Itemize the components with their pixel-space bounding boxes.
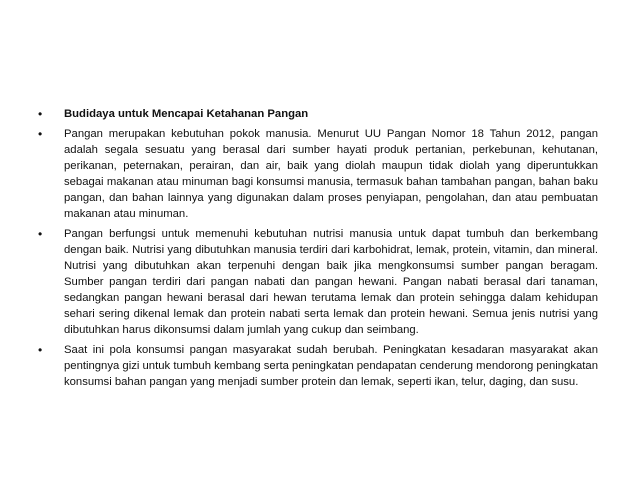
bullet-item-heading bbox=[38, 106, 598, 122]
bullet-consumption-text: Saat ini pola konsumsi pangan masyarakat sudah berubah. Peningkatan kesadaran masyarakat akan pentingnya gizi untuk tumbuh kembang serta peningkatan pendapatan cenderung mendorong peningkatan konsumsi bahan pangan yang menjadi sumber protein dan lemak, seperti ikan, telur, daging, dan susu. bbox=[64, 344, 598, 388]
bullet-dot: • bbox=[38, 343, 43, 357]
bullet-function-text: Pangan berfungsi untuk memenuhi kebutuhan nutrisi manusia untuk dapat tumbuh dan berkembang dengan baik. Nutrisi yang dibutuhkan manusia terdiri dari karbohidrat, lemak, protein, vitamin, dan mineral. Nutrisi yang dibutuhkan akan terpenuhi dengan baik jika mengkonsumsi sumber pangan beragam. Sumber pangan terdiri dari pangan nabati dan pangan hewani. Pangan nabati berasal dari tanaman, sedangkan pangan hewani berasal dari hewan terutama lemak dan protein sehingga dalam kehidupan sehari sering dikenal lemak dan protein nabati serta lemak dan protein hewani. Semua jenis nutrisi yang dibutuhkan harus dikonsumsi dalam jumlah yang cukup dan seimbang. bbox=[64, 228, 598, 336]
bullet-list bbox=[38, 106, 598, 394]
bullet-definition-text: Pangan merupakan kebutuhan pokok manusia. Menurut UU Pangan Nomor 18 Tahun 2012, pangan adalah segala sesuatu yang berasal dari sumber hayati produk pertanian, perkebunan, kehutanan, perikanan, peternakan, perairan, dan air, baik yang diolah maupun tidak diolah yang diperuntukkan sebagai makanan atau minuman bagi konsumsi manusia, termasuk bahan tambahan pangan, bahan baku pangan, dan bahan lainnya yang digunakan dalam proses penyiapan, pengolahan, dan atau pembuatan makanan atau minuman. bbox=[64, 128, 598, 220]
bullet-dot: • bbox=[38, 107, 43, 121]
bullet-item-definition bbox=[38, 126, 598, 222]
bullet-heading-text: Budidaya untuk Mencapai Ketahanan Pangan bbox=[64, 108, 309, 120]
bullet-item-function bbox=[38, 226, 598, 338]
bullet-dot: • bbox=[38, 227, 43, 241]
bullet-item-consumption bbox=[38, 342, 598, 390]
bullet-dot: • bbox=[38, 127, 43, 141]
